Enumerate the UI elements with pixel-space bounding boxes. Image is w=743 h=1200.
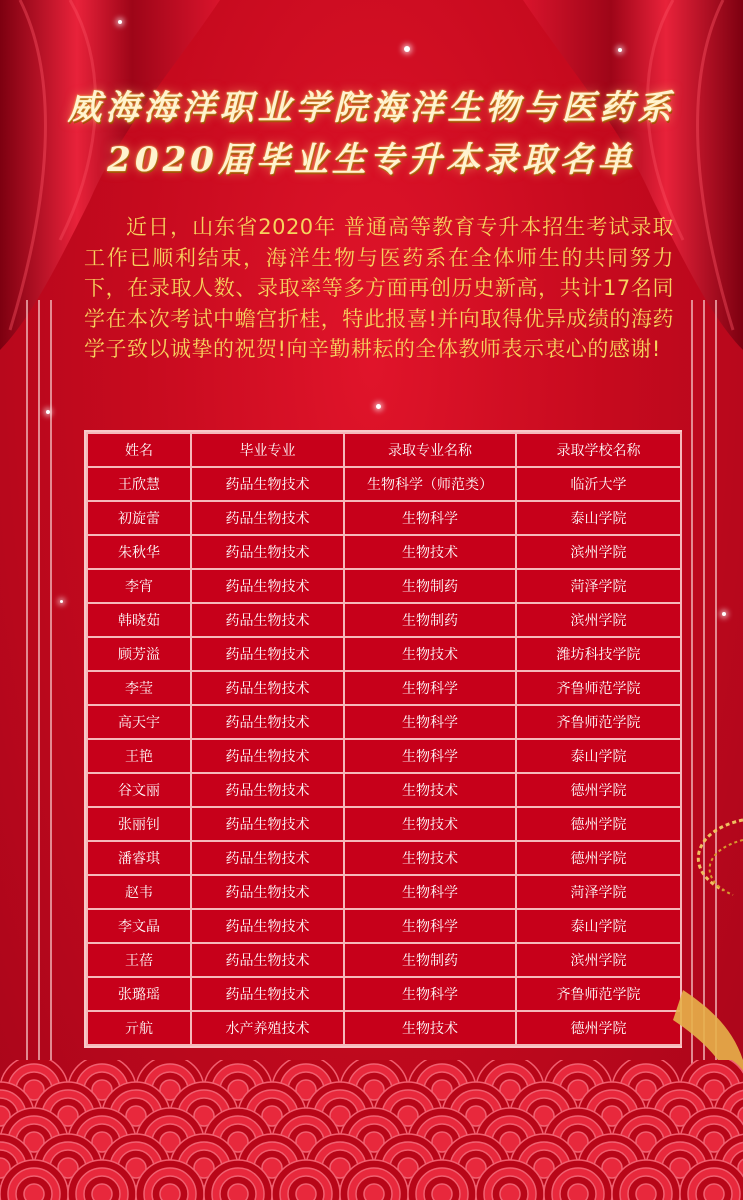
sparkle-icon — [404, 46, 410, 52]
cell-name: 李文晶 — [87, 909, 191, 943]
cell-admitted-school: 齐鲁师范学院 — [516, 705, 681, 739]
sparkle-icon — [722, 612, 726, 616]
cell-admitted-major: 生物技术 — [344, 773, 516, 807]
cell-admitted-major: 生物制药 — [344, 603, 516, 637]
cell-admitted-major: 生物科学 — [344, 671, 516, 705]
cell-name: 李宵 — [87, 569, 191, 603]
header-admitted-major: 录取专业名称 — [344, 433, 516, 467]
cell-admitted-school: 潍坊科技学院 — [516, 637, 681, 671]
cell-admitted-major: 生物技术 — [344, 841, 516, 875]
cell-name: 王蓓 — [87, 943, 191, 977]
table-row — [87, 535, 681, 569]
cell-admitted-school: 滨州学院 — [516, 535, 681, 569]
cell-graduation-major: 药品生物技术 — [191, 603, 344, 637]
cell-graduation-major: 药品生物技术 — [191, 501, 344, 535]
header-admitted-school: 录取学校名称 — [516, 433, 681, 467]
cell-admitted-major: 生物科学 — [344, 875, 516, 909]
cell-admitted-major: 生物科学 — [344, 501, 516, 535]
cell-name: 王艳 — [87, 739, 191, 773]
bottom-wave-pattern — [0, 1060, 743, 1200]
cell-name: 赵韦 — [87, 875, 191, 909]
cell-name: 顾芳溢 — [87, 637, 191, 671]
cell-name: 韩晓茹 — [87, 603, 191, 637]
cell-admitted-school: 德州学院 — [516, 807, 681, 841]
cell-admitted-school: 德州学院 — [516, 841, 681, 875]
table-row — [87, 875, 681, 909]
sparkle-icon — [60, 600, 63, 603]
cell-admitted-school: 临沂大学 — [516, 467, 681, 501]
cell-admitted-school: 菏泽学院 — [516, 875, 681, 909]
cell-admitted-school: 滨州学院 — [516, 603, 681, 637]
cell-admitted-school: 德州学院 — [516, 773, 681, 807]
cell-graduation-major: 药品生物技术 — [191, 705, 344, 739]
cell-name: 李莹 — [87, 671, 191, 705]
cell-admitted-major: 生物制药 — [344, 943, 516, 977]
cell-admitted-major: 生物科学 — [344, 977, 516, 1011]
cell-admitted-major: 生物技术 — [344, 637, 516, 671]
cell-admitted-major: 生物技术 — [344, 1011, 516, 1045]
cell-admitted-school: 齐鲁师范学院 — [516, 977, 681, 1011]
table-row — [87, 637, 681, 671]
cell-name: 王欣慧 — [87, 467, 191, 501]
cell-admitted-school: 泰山学院 — [516, 909, 681, 943]
table-header-row — [87, 433, 681, 467]
cell-graduation-major: 药品生物技术 — [191, 467, 344, 501]
cell-graduation-major: 药品生物技术 — [191, 841, 344, 875]
sparkle-icon — [46, 410, 50, 414]
page-title — [0, 84, 743, 184]
cell-admitted-major: 生物制药 — [344, 569, 516, 603]
table-row — [87, 671, 681, 705]
cell-graduation-major: 药品生物技术 — [191, 807, 344, 841]
cell-admitted-major: 生物科学 — [344, 909, 516, 943]
cell-name: 朱秋华 — [87, 535, 191, 569]
cell-graduation-major: 药品生物技术 — [191, 535, 344, 569]
table-row — [87, 841, 681, 875]
cell-graduation-major: 药品生物技术 — [191, 773, 344, 807]
table-row — [87, 807, 681, 841]
table-row — [87, 569, 681, 603]
cell-admitted-school: 滨州学院 — [516, 943, 681, 977]
table-row — [87, 943, 681, 977]
cell-admitted-major: 生物科学 — [344, 739, 516, 773]
cell-admitted-major: 生物科学 — [344, 705, 516, 739]
left-stripes — [22, 300, 62, 1080]
table-row — [87, 467, 681, 501]
admission-table — [84, 430, 682, 1048]
table-row — [87, 603, 681, 637]
cell-graduation-major: 药品生物技术 — [191, 875, 344, 909]
title-line-1: 威海海洋职业学院海洋生物与医药系 — [67, 88, 676, 128]
cell-graduation-major: 药品生物技术 — [191, 569, 344, 603]
table-row — [87, 739, 681, 773]
sparkle-icon — [376, 404, 381, 409]
cell-graduation-major: 药品生物技术 — [191, 943, 344, 977]
cell-admitted-school: 齐鲁师范学院 — [516, 671, 681, 705]
cell-name: 张丽钊 — [87, 807, 191, 841]
intro-paragraph: 近日，山东省2020年 普通高等教育专升本招生考试录取工作已顺利结束，海洋生物与医药系在全体师生的共同努力下，在录取人数、录取率等多方面再创历史新高，共计17名同学在本次考试中蟾宫折桂，特此报喜!并向取得优异成绩的海药学子致以诚挚的祝贺!向辛勤耕耘的全体教师表示衷心的感谢! — [84, 215, 674, 361]
cell-graduation-major: 水产养殖技术 — [191, 1011, 344, 1045]
cell-admitted-school: 泰山学院 — [516, 739, 681, 773]
cell-graduation-major: 药品生物技术 — [191, 909, 344, 943]
sparkle-icon — [618, 48, 622, 52]
table-row — [87, 909, 681, 943]
table-row — [87, 773, 681, 807]
title-line-2: 2020届毕业生专升本录取名单 — [107, 140, 636, 180]
cell-name: 谷文丽 — [87, 773, 191, 807]
cell-admitted-major: 生物科学（师范类） — [344, 467, 516, 501]
cell-graduation-major: 药品生物技术 — [191, 637, 344, 671]
cell-name: 张璐瑶 — [87, 977, 191, 1011]
header-name: 姓名 — [87, 433, 191, 467]
cell-name: 亓航 — [87, 1011, 191, 1045]
table-row — [87, 1011, 681, 1045]
cell-admitted-school: 德州学院 — [516, 1011, 681, 1045]
cell-graduation-major: 药品生物技术 — [191, 671, 344, 705]
table-row — [87, 501, 681, 535]
cell-name: 高天宇 — [87, 705, 191, 739]
cell-name: 潘睿琪 — [87, 841, 191, 875]
table-row — [87, 977, 681, 1011]
cell-graduation-major: 药品生物技术 — [191, 977, 344, 1011]
table-row — [87, 705, 681, 739]
sparkle-icon — [118, 20, 122, 24]
cell-admitted-school: 泰山学院 — [516, 501, 681, 535]
header-graduation-major: 毕业专业 — [191, 433, 344, 467]
cell-graduation-major: 药品生物技术 — [191, 739, 344, 773]
cell-admitted-major: 生物技术 — [344, 807, 516, 841]
cell-admitted-major: 生物技术 — [344, 535, 516, 569]
cell-admitted-school: 菏泽学院 — [516, 569, 681, 603]
cell-name: 初旋蕾 — [87, 501, 191, 535]
